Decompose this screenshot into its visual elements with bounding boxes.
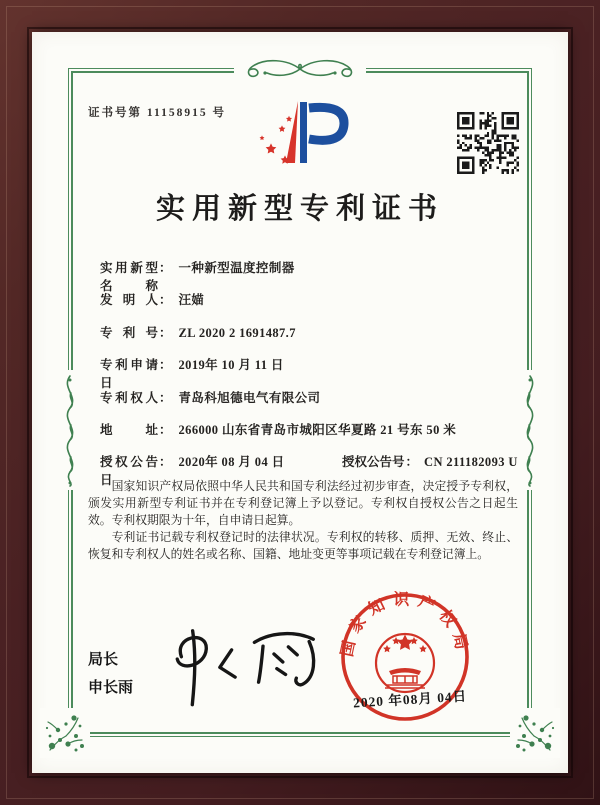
field-row-name bbox=[100, 258, 538, 293]
field-grant-number bbox=[342, 452, 518, 470]
field-row-filing-date bbox=[100, 355, 538, 391]
signer-title: 局长 bbox=[88, 651, 119, 668]
field-label: 专利号 bbox=[100, 325, 158, 340]
cnipa-logo-icon bbox=[252, 96, 358, 168]
seal-date: 2020 年08月 04日 bbox=[352, 688, 468, 711]
legal-paragraph-1: 国家知识产权局依照中华人民共和国专利法经过初步审查，决定授予专利权，颁发实用新型专利证书并在专利登记簿上予以登记。专利权自授权公告之日起生效。专利权期限为十年，自申请日起算。 bbox=[88, 479, 518, 527]
bottom-left-floral-ornament bbox=[40, 708, 90, 758]
field-value: 汪媌 bbox=[178, 293, 205, 308]
field-value: CN 211182093 U bbox=[424, 455, 518, 470]
field-list bbox=[100, 258, 538, 488]
bottom-right-floral-ornament bbox=[510, 708, 560, 758]
field-colon: ： bbox=[159, 358, 172, 373]
field-label: 授权公告号 bbox=[342, 455, 405, 470]
signature-script bbox=[150, 620, 330, 720]
field-value: ZL 2020 2 1691487.7 bbox=[178, 325, 296, 340]
legal-text bbox=[88, 478, 518, 563]
field-row-patentee bbox=[100, 388, 538, 420]
field-label: 专利权人 bbox=[100, 390, 158, 405]
left-flourish-ornament bbox=[54, 370, 86, 490]
field-row-patent-no bbox=[100, 323, 538, 355]
field-value: 266000 山东省青岛市城阳区华夏路 21 号东 50 米 bbox=[178, 422, 457, 437]
field-row-address bbox=[100, 420, 538, 452]
field-label: 授权公告日 bbox=[100, 455, 158, 488]
field-colon: ： bbox=[159, 455, 172, 470]
field-label: 发明人 bbox=[100, 293, 158, 308]
signer-block bbox=[88, 646, 133, 702]
field-label: 地址 bbox=[100, 422, 158, 437]
field-colon: ： bbox=[159, 390, 172, 405]
field-value: 2019年 10 月 11 日 bbox=[178, 358, 284, 373]
field-colon: ： bbox=[159, 293, 172, 308]
field-colon: ： bbox=[159, 325, 172, 340]
certificate-number: 证书号第 11158915 号 bbox=[88, 107, 226, 119]
field-value: 一种新型温度控制器 bbox=[178, 261, 295, 275]
field-value: 青岛科旭德电气有限公司 bbox=[178, 390, 321, 405]
certificate-paper bbox=[32, 32, 568, 773]
field-label: 专利申请日 bbox=[100, 358, 158, 391]
seal-text: 国家知识产权局 bbox=[339, 591, 471, 659]
field-row-inventor bbox=[100, 290, 538, 322]
field-colon: ： bbox=[159, 422, 172, 437]
qr-code-icon bbox=[457, 112, 519, 174]
field-colon: ： bbox=[159, 261, 172, 275]
legal-paragraph-2: 专利证书记载专利权登记时的法律状况。专利权的转移、质押、无效、终止、恢复和专利权人的姓名或名称、国籍、地址变更等事项记载在专利登记簿上。 bbox=[88, 530, 518, 561]
field-label: 实用新型名称 bbox=[100, 261, 158, 293]
svg-text:国家知识产权局 bbox=[339, 591, 471, 658]
top-flourish-ornament bbox=[234, 54, 366, 84]
signer-name: 申长雨 bbox=[88, 679, 134, 696]
page-title: 实用新型专利证书 bbox=[155, 193, 444, 225]
field-value: 2020年 08 月 04 日 bbox=[178, 455, 285, 470]
field-colon: ： bbox=[405, 455, 419, 470]
